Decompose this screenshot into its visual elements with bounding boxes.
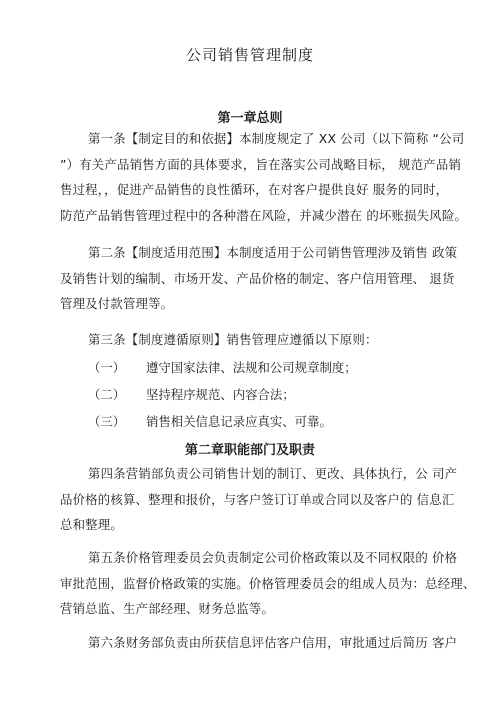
principle-text: 坚持程序规范、内容合法；	[146, 387, 295, 402]
principle-item	[88, 385, 295, 403]
document-title: 公司销售管理制度	[185, 46, 314, 64]
principle-number: （一）	[88, 360, 126, 375]
text-line: 营销总监、生产部经理、财务总监等。	[60, 601, 275, 616]
article-4-paragraph	[60, 461, 458, 538]
text-line: 防范产品销售管理过程中的各种潜在风险，并减少潜在 的坏账损失风险。	[60, 207, 468, 223]
article-6-paragraph	[60, 630, 458, 656]
principle-text: 遵守国家法律、法规和公司规章制度；	[146, 360, 357, 375]
principle-item	[88, 412, 332, 430]
text-line: 第五条价格管理委员会负责制定公司价格政策以及不同权限的 价格	[88, 550, 458, 565]
text-line: 第二条【制度适用范围】本制度适用于公司销售管理涉及销售 政策	[88, 245, 458, 260]
text-line: 第一条【制定目的和依据】本制度规定了 XX 公司（以下简称 “公司	[88, 131, 465, 146]
principle-item	[88, 358, 357, 376]
text-line: ”）有关产品销售方面的具体要求，旨在落实公司战略目标， 规范产品销	[60, 156, 462, 172]
text-line: 第三条【制度遵循原则】销售管理应遵循以下原则：	[88, 332, 378, 347]
principle-number: （三）	[88, 414, 126, 429]
article-1-paragraph	[60, 126, 468, 228]
chapter-heading-1: 第一章总则	[217, 111, 283, 126]
text-line: 管理及付款管理等。	[60, 296, 174, 311]
article-2-paragraph	[60, 240, 458, 317]
article-3-paragraph	[60, 327, 445, 353]
text-line: 总和整理。	[60, 517, 123, 532]
text-line: 售过程，，促进产品销售的良性循环，在对客户提供良好 服务的同时，	[60, 182, 449, 197]
article-5-paragraph	[60, 545, 476, 622]
chapter-heading-2: 第二章职能部门及职责	[184, 443, 315, 458]
principle-text: 销售相关信息记录应真实、可靠。	[146, 414, 332, 429]
text-line: 第六条财务部负责由所获信息评估客户信用，审批通过后简历 客户	[88, 635, 458, 650]
text-line: 审批范围，监督价格政策的实施。价格管理委员会的组成人员为：总经理、	[60, 575, 476, 591]
text-line: 品价格的核算、整理和报价，与客户签订订单或合同以及客户的 信息汇	[60, 491, 455, 507]
text-line: 及销售计划的编制、市场开发、产品价格的制定、客户信用管理、 退货	[60, 270, 455, 286]
text-line: 第四条营销部负责公司销售计划的制订、更改、具体执行，公 司产	[88, 466, 458, 481]
principle-number: （二）	[88, 387, 126, 402]
